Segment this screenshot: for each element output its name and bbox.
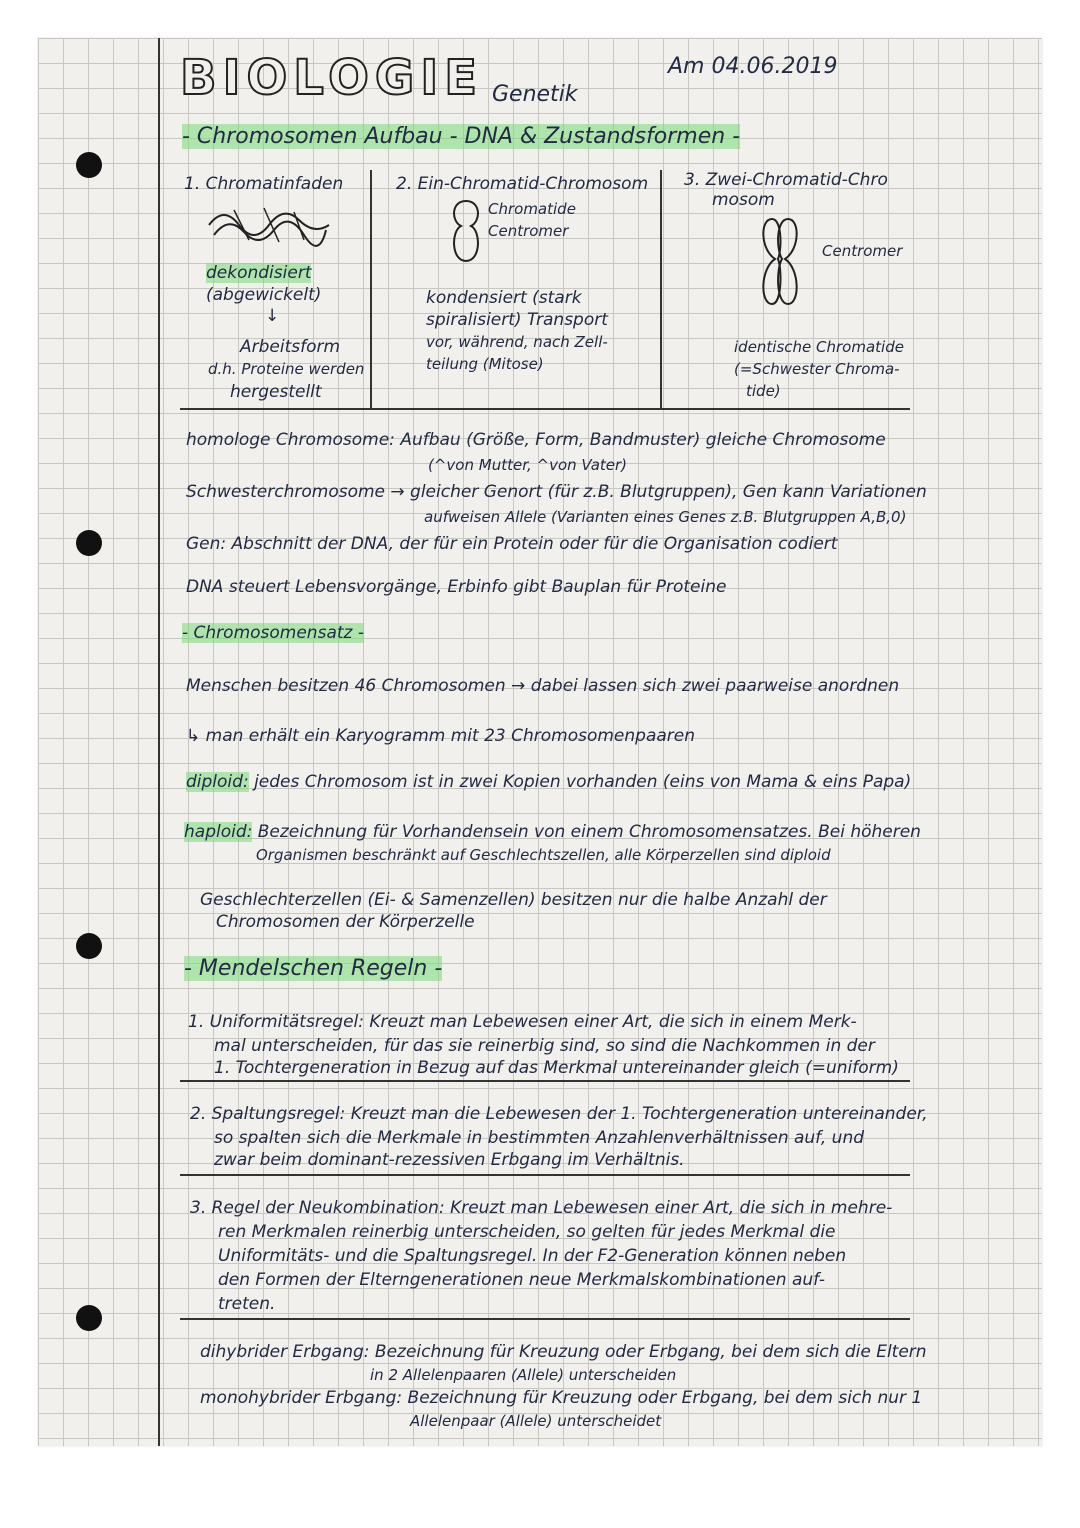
- dihybrid-line1: dihybrider Erbgang: Bezeichnung für Kreuzung oder Erbgang, bei dem sich die Eltern: [200, 1342, 927, 1362]
- chromosomen-line2: ↳ man erhält ein Karyogramm mit 23 Chromosomenpaaren: [186, 726, 696, 746]
- col1-title: 1. Chromatinfaden: [184, 174, 344, 194]
- section-heading-mendel: - Mendelschen Regeln -: [184, 956, 443, 981]
- rule-divider: [180, 1318, 910, 1320]
- monohybrid-line2: Allelenpaar (Allele) unterscheidet: [410, 1412, 662, 1430]
- two-chromatid-drawing: [750, 214, 810, 310]
- diploid-definition: diploid: jedes Chromosom ist in zwei Kopien vorhanden (eins von Mama & eins Papa): [186, 772, 912, 792]
- rule-divider: [180, 1174, 910, 1176]
- regel3-line4: den Formen der Elterngenerationen neue Merkmalskombinationen auf-: [218, 1270, 825, 1290]
- regel3-line1: 3. Regel der Neukombination: Kreuzt man Lebewesen einer Art, die sich in mehre-: [190, 1198, 893, 1218]
- date-label: Am 04.06.2019: [668, 54, 838, 79]
- single-chromatid-drawing: [446, 196, 486, 266]
- col1-line1: dekondisiert: [206, 263, 312, 283]
- col2-line1: kondensiert (stark: [426, 288, 582, 308]
- regel3-line3: Uniformitäts- und die Spaltungsregel. In der F2-Generation können neben: [218, 1246, 847, 1266]
- col1-line2: (abgewickelt): [206, 285, 322, 305]
- punch-hole: [76, 152, 102, 178]
- punch-hole: [76, 933, 102, 959]
- col1-line5: hergestellt: [230, 382, 322, 402]
- regel2-line3: zwar beim dominant-rezessiven Erbgang im Verhältnis.: [214, 1150, 685, 1170]
- col2-title: 2. Ein-Chromatid-Chromosom: [396, 174, 649, 194]
- regel2-line1: 2. Spaltungsregel: Kreuzt man die Lebewesen der 1. Tochtergeneration untereinander,: [190, 1104, 928, 1124]
- haploid-definition: haploid: Bezeichnung für Vorhandensein von einem Chromosomensatzes. Bei höheren: [184, 822, 921, 842]
- col3-label-centromer: Centromer: [822, 242, 903, 260]
- col1-line3: Arbeitsform: [240, 337, 341, 357]
- col3-line1: identische Chromatide: [734, 338, 904, 356]
- col2-line2: spiralisiert) Transport: [426, 310, 608, 330]
- monohybrid-line1: monohybrider Erbgang: Bezeichnung für Kreuzung oder Erbgang, bei dem sich nur 1: [200, 1388, 923, 1408]
- geschlechterzellen-line2: Chromosomen der Körperzelle: [216, 912, 475, 932]
- col3-title-2: mosom: [712, 190, 775, 210]
- section-heading-chromosomensatz: - Chromosomensatz -: [182, 623, 364, 643]
- margin-line: [158, 38, 160, 1446]
- chromatin-fiber-drawing: [204, 200, 334, 250]
- note-gen: Gen: Abschnitt der DNA, der für ein Protein oder für die Organisation codiert: [186, 534, 838, 554]
- regel1-line2: mal unterscheiden, für das sie reinerbig sind, so sind die Nachkommen in der: [214, 1036, 875, 1056]
- topic-label: Genetik: [492, 82, 578, 107]
- table-bottom-line: [180, 408, 910, 410]
- column-divider: [660, 170, 662, 408]
- haploid-definition-2: Organismen beschränkt auf Geschlechtszellen, alle Körperzellen sind diploid: [256, 846, 831, 864]
- col3-line2: (=Schwester Chroma-: [734, 360, 900, 378]
- geschlechterzellen-line1: Geschlechterzellen (Ei- & Samenzellen) besitzen nur die halbe Anzahl der: [200, 890, 827, 910]
- note-schwester-2: aufweisen Allele (Varianten eines Genes z.B. Blutgruppen A,B,0): [424, 508, 907, 526]
- punch-hole: [76, 1305, 102, 1331]
- punch-hole: [76, 530, 102, 556]
- note-homologe-2: (^von Mutter, ^von Vater): [428, 456, 628, 474]
- regel1-line1: 1. Uniformitätsregel: Kreuzt man Lebewesen einer Art, die sich in einem Merk-: [188, 1012, 857, 1032]
- col2-line4: teilung (Mitose): [426, 355, 544, 373]
- dihybrid-line2: in 2 Allelenpaaren (Allele) unterscheiden: [370, 1366, 677, 1384]
- col1-line4: d.h. Proteine werden: [208, 360, 365, 378]
- col3-title: 3. Zwei-Chromatid-Chro: [684, 170, 888, 190]
- note-homologe: homologe Chromosome: Aufbau (Größe, Form, Bandmuster) gleiche Chromosome: [186, 430, 886, 450]
- col2-label-centromer: Centromer: [488, 222, 569, 240]
- regel2-line2: so spalten sich die Merkmale in bestimmten Anzahlenverhältnissen auf, und: [214, 1128, 865, 1148]
- note-dna: DNA steuert Lebensvorgänge, Erbinfo gibt Bauplan für Proteine: [186, 577, 727, 597]
- regel1-line3: 1. Tochtergeneration in Bezug auf das Merkmal untereinander gleich (=uniform): [214, 1058, 899, 1078]
- col3-line3: tide): [746, 382, 781, 400]
- chromosomen-line1: Menschen besitzen 46 Chromosomen → dabei lassen sich zwei paarweise anordnen: [186, 676, 900, 696]
- regel3-line2: ren Merkmalen reinerbig unterscheiden, so gelten für jedes Merkmal die: [218, 1222, 836, 1242]
- col1-arrow: ↓: [265, 306, 280, 326]
- column-divider: [370, 170, 372, 408]
- regel3-line5: treten.: [218, 1294, 276, 1314]
- note-schwester: Schwesterchromosome → gleicher Genort (für z.B. Blutgruppen), Gen kann Variationen: [186, 482, 927, 502]
- page-title: BIOLOGIE: [180, 50, 483, 106]
- col2-line3: vor, während, nach Zell-: [426, 333, 608, 351]
- rule-divider: [180, 1080, 910, 1082]
- section-heading-chromosomen: - Chromosomen Aufbau - DNA & Zustandsformen -: [182, 124, 741, 149]
- col2-label-chromatide: Chromatide: [488, 200, 576, 218]
